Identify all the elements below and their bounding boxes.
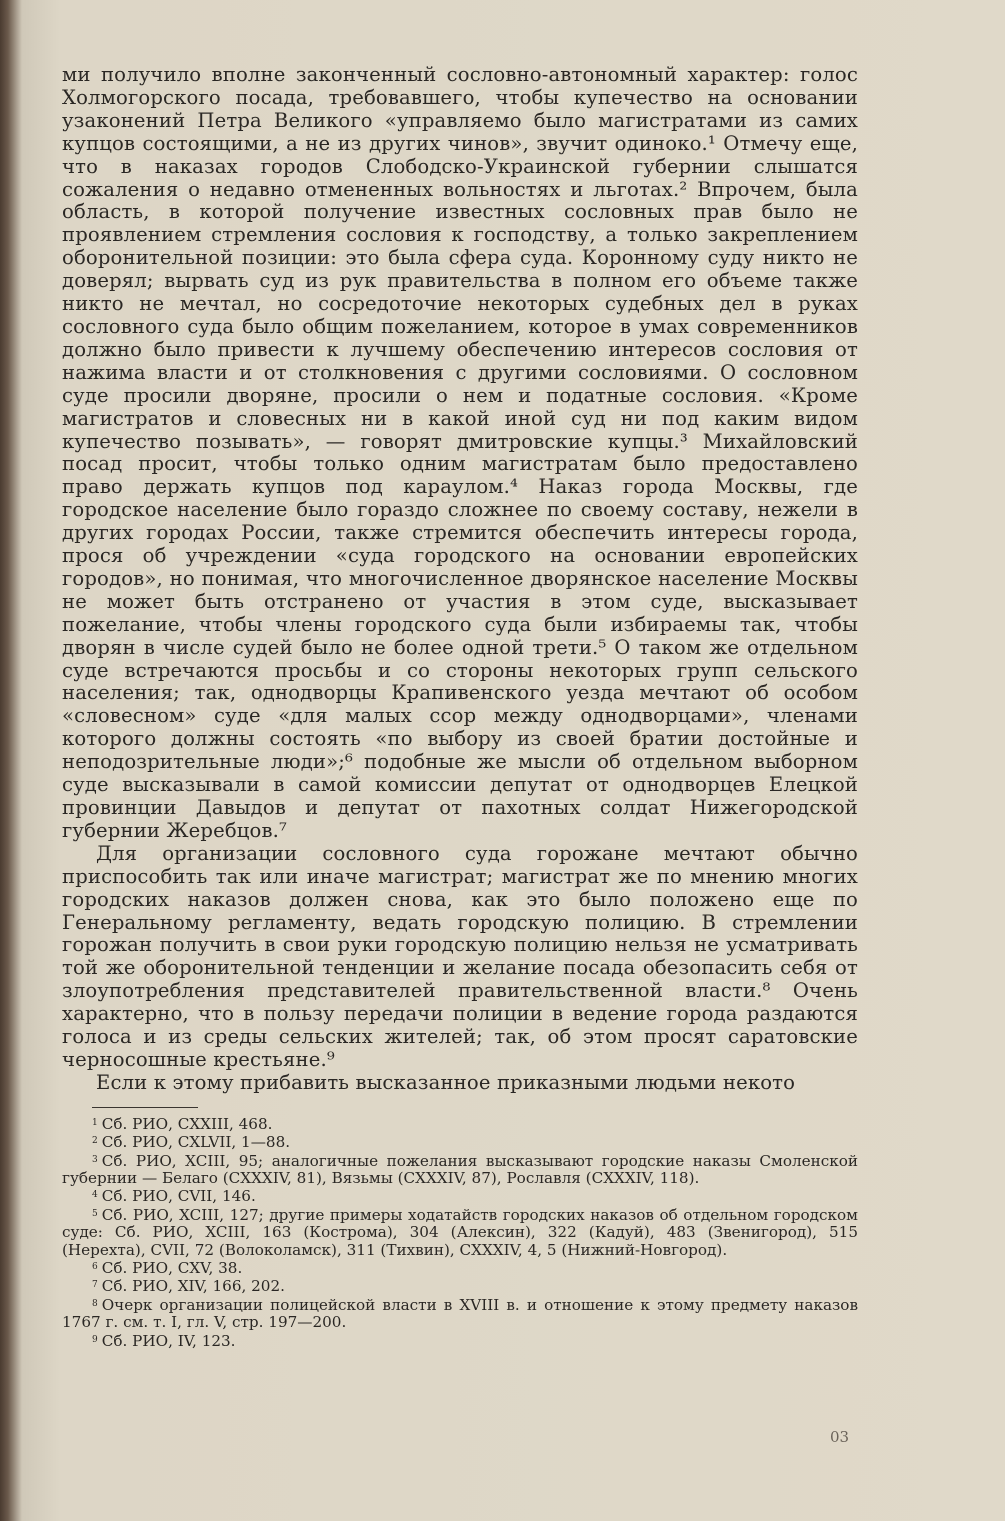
footnote <box>62 1133 858 1151</box>
footnote-text: Сб. РИО, CVII, 146. <box>101 1187 256 1206</box>
footnote-number: 6 <box>92 1262 98 1273</box>
footnote-number: 9 <box>92 1334 98 1345</box>
footnote <box>62 1187 858 1205</box>
footnote-text: Сб. РИО, IV, 123. <box>101 1331 236 1350</box>
footnote-number: 1 <box>92 1117 98 1128</box>
footnote-text: Сб. РИО, XIV, 166, 202. <box>101 1277 285 1296</box>
footnotes <box>62 1115 858 1350</box>
footnote-number: 4 <box>92 1190 98 1201</box>
footnote-text: Сб. РИО, XCIII, 127; другие примеры ходатайств городских наказов об отдельном городском суде: Сб. РИО, XCIII, 163 (Кострома), 304 (Алексин), 322 (Кадуй), 483 (Звенигород), 515 (Нерехта), CVII, 72 (Волоколамск), 311 (Тихвин), CXXXIV, 4, 5 (Нижний-Новгород). <box>62 1205 858 1259</box>
footnote <box>62 1115 858 1133</box>
paragraph: Если к этому прибавить высказанное приказными людьми некото <box>96 1070 796 1094</box>
main-text <box>62 64 858 1095</box>
footnote <box>62 1296 858 1332</box>
paragraph: Для организации сословного суда горожане мечтают обычно приспособить так или иначе магистрат; магистрат же по мнению многих городских наказов должен снова, как это было положено еще по Генеральному регламенту, ведать городскую полицию. В стремлении горожан получить в свои руки городскую полицию нельзя не усматривать той же оборонительной тенденции и желание посада обезопасить себя от злоупотребления представителей правительственной власти.⁸ Очень характерно, что в пользу передачи полиции в ведение города раздаются голоса и из среды сельских жителей; так, об этом просят саратовские черносошные крестьяне.⁹ <box>62 841 858 1071</box>
text-column <box>62 64 858 1350</box>
footnote-text: Сб. РИО, CXLVII, 1—88. <box>101 1133 291 1152</box>
footnote <box>62 1332 858 1350</box>
footnote-divider <box>92 1107 198 1108</box>
footnote-text: Сб. РИО, XCIII, 95; аналогичные пожелания высказывают городские наказы Смоленской губернии — Белаго (CXXXIV, 81), Вязьмы (CXXXIV, 87), Рославля (CXXXIV, 118). <box>62 1151 858 1187</box>
page-number: 03 <box>830 1428 850 1446</box>
footnote-text: Сб. РИО, CXV, 38. <box>101 1259 243 1278</box>
footnote <box>62 1152 858 1188</box>
footnote-number: 2 <box>92 1136 98 1147</box>
footnote-number: 7 <box>92 1280 98 1291</box>
footnote-text: Сб. РИО, CXXIII, 468. <box>101 1114 273 1133</box>
footnote-number: 5 <box>92 1208 98 1219</box>
footnote-number: 3 <box>92 1154 98 1165</box>
footnote <box>62 1259 858 1277</box>
footnote-text: Очерк организации полицейской власти в XVIII в. и отношение к этому предмету наказов 1767 г. см. т. I, гл. V, стр. 197—200. <box>62 1295 858 1332</box>
paragraph: ми получило вполне законченный сословно-автономный характер: голос Холмогорского посада, требовавшего, чтобы купечество на основании узаконений Петра Великого «управляемо было магистратами из самих купцов состоящими, а не из других чинов», звучит одиноко.¹ Отмечу еще, что в наказах городов Слободско-Украинской губернии слышатся сожаления о недавно отмененных вольностях и льготах.² Впрочем, была область, в которой получение известных сословных прав было не проявлением стремления сословия к господству, а только закреплением оборонительной позиции: это была сфера суда. Коронному суду никто не доверял; вырвать суд из рук правительства в полном его объеме также никто не мечтал, но сосредоточие некоторых судебных дел в руках сословного суда было общим пожеланием, которое в умах современников должно было привести к лучшему обеспечению интересов сословия от нажима власти и от столкновения с другими сословиями. О сословном суде просили дворяне, просили о нем и податные сословия. «Кроме магистратов и словесных ни в какой иной суд ни под каким видом купечество позывать», — говорят дмитровские купцы.³ Михайловский посад просит, чтобы только одним магистратам было предоставлено право держать купцов под караулом.⁴ Наказ города Москвы, где городское население было гораздо сложнее по своему составу, нежели в других городах России, также стремится обеспечить интересы города, прося об учреждении «суда городского на основании европейских городов», но понимая, что многочисленное дворянское население Москвы не может быть отстранено от участия в этом суде, высказывает пожелание, чтобы члены городского суда были избираемы так, чтобы дворян в числе судей было не более одной трети.⁵ О таком же отдельном суде встречаются просьбы и со стороны некоторых групп сельского населения; так, однодворцы Крапивенского уезда мечтают об особом «словесном» суде «для малых ссор между однодворцами», членами которого должны состоять «по выбору из своей братии достойные и неподозрительные люди»;⁶ подобные же мысли об отдельном выборном суде высказывали в самой комиссии депутат от однодворцев Елецкой провинции Давыдов и депутат от пахотных солдат Нижегородской губернии Жеребцов.⁷ <box>62 63 858 842</box>
footnote <box>62 1206 858 1259</box>
footnote-number: 8 <box>92 1298 98 1309</box>
footnote <box>62 1277 858 1295</box>
